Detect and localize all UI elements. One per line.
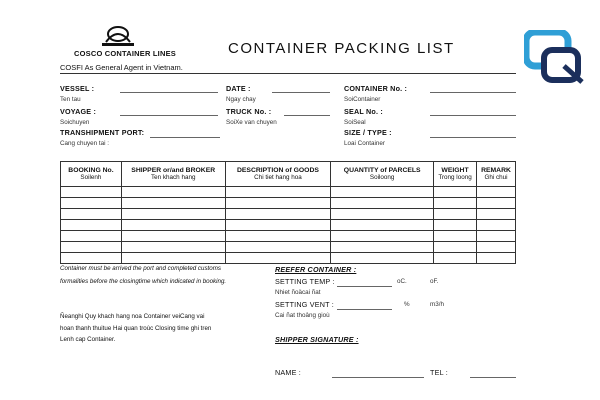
transhipment-field[interactable] <box>150 137 220 138</box>
date-sub: Ngay chay <box>226 96 256 103</box>
transhipment-label: TRANSHIPMENT PORT: <box>60 128 145 137</box>
col-description: DESCRIPTION of GOODS Chi tiet hang hoa <box>225 162 331 187</box>
vessel-field[interactable] <box>120 92 218 93</box>
reefer-heading: REEFER CONTAINER : <box>275 265 357 274</box>
tel-label: TEL : <box>430 368 448 377</box>
setting-vent-field[interactable] <box>337 309 392 310</box>
note-viet-1: Ñeanghi Quy khach hang noa Container veiCang vai <box>60 313 205 320</box>
setting-vent-label: SETTING VENT : <box>275 300 334 309</box>
voyage-field[interactable] <box>120 115 218 116</box>
document-title: CONTAINER PACKING LIST <box>228 40 455 57</box>
vessel-label: VESSEL : <box>60 84 95 93</box>
agent-line: COSFI As General Agent in Vietnam. <box>60 63 183 72</box>
setting-temp-label: SETTING TEMP : <box>275 277 335 286</box>
table-row[interactable] <box>61 253 516 264</box>
table-row[interactable] <box>61 242 516 253</box>
seal-no-label: SEAL No. : <box>344 107 384 116</box>
size-type-field[interactable] <box>430 137 516 138</box>
seal-no-field[interactable] <box>430 115 516 116</box>
size-type-label: SIZE / TYPE : <box>344 128 392 137</box>
size-type-sub: Loai Container <box>344 140 385 147</box>
note-english-1: Container must be arrived the port and completed customs <box>60 265 221 272</box>
seal-no-sub: SoiSeal <box>344 119 366 126</box>
table-header-row <box>61 162 516 187</box>
vent-sub: Cai ñat thoâng gioù <box>275 312 330 319</box>
container-no-label: CONTAINER No. : <box>344 84 408 93</box>
name-field[interactable] <box>332 377 424 378</box>
unit-f: oF. <box>430 278 439 285</box>
truck-label: TRUCK No. : <box>226 107 272 116</box>
note-viet-3: Lenh cap Container. <box>60 336 116 343</box>
col-quantity: QUANTITY of PARCELS Soiloong <box>331 162 434 187</box>
table-row[interactable] <box>61 187 516 198</box>
unit-c: oC. <box>397 278 407 285</box>
signature-heading: SHIPPER SIGNATURE : <box>275 335 359 344</box>
date-field[interactable] <box>272 92 330 93</box>
table-row[interactable] <box>61 198 516 209</box>
truck-field[interactable] <box>284 115 330 116</box>
note-viet-2: hoan thanh thuitue Hai quan troùc Closing time ghi tren <box>60 325 212 332</box>
cosco-logo-icon <box>98 22 138 48</box>
name-label: NAME : <box>275 368 301 377</box>
col-weight: WEIGHT Trong loong <box>434 162 477 187</box>
table-row[interactable] <box>61 220 516 231</box>
container-no-sub: SoiContainer <box>344 96 381 103</box>
transhipment-sub: Cang chuyen tai : <box>60 140 110 147</box>
q-logo-icon <box>524 30 586 84</box>
unit-pct: % <box>404 301 410 308</box>
setting-temp-field[interactable] <box>337 286 392 287</box>
voyage-sub: Soichuyen <box>60 119 90 126</box>
temp-sub: Nhiet ñoäcai ñat <box>275 289 321 296</box>
tel-field[interactable] <box>470 377 516 378</box>
col-remark: REMARK Ghi chui <box>476 162 515 187</box>
date-label: DATE : <box>226 84 251 93</box>
col-shipper: SHIPPER or/and BROKER Ten khach hang <box>121 162 225 187</box>
col-booking: BOOKING No. Soilenh <box>61 162 122 187</box>
truck-sub: SoiXe van chuyen <box>226 119 277 126</box>
container-no-field[interactable] <box>430 92 516 93</box>
table-row[interactable] <box>61 209 516 220</box>
packing-table <box>60 161 516 264</box>
vessel-sub: Ten tau <box>60 96 81 103</box>
note-english-2: formalities before the closingtime which indicated in booking. <box>60 278 227 285</box>
company-name: COSCO CONTAINER LINES <box>74 49 176 58</box>
table-row[interactable] <box>61 231 516 242</box>
unit-m3h: m3/h <box>430 301 444 308</box>
voyage-label: VOYAGE : <box>60 107 97 116</box>
